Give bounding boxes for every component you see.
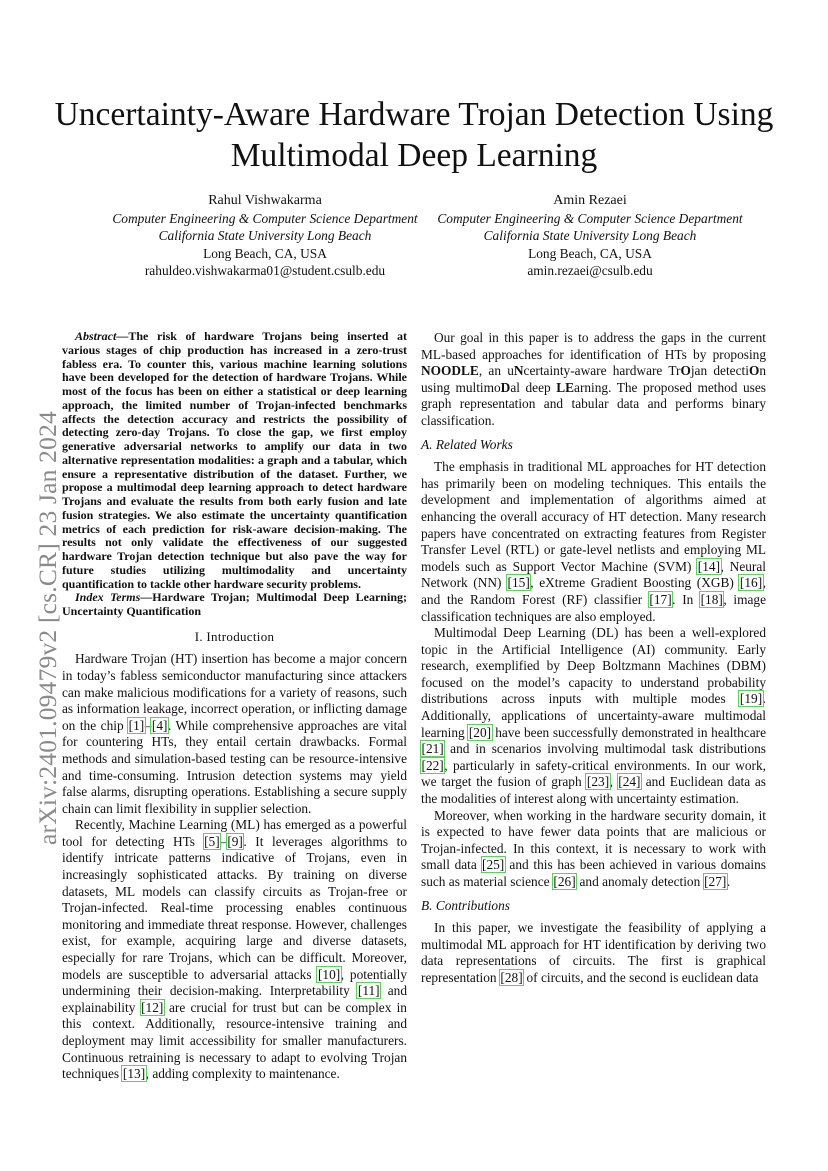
author-email[interactable]: amin.rezaei@csulb.edu <box>527 263 653 278</box>
intro-paragraph-3: Our goal in this paper is to address the gaps in the current ML-based approaches for identification of HTs by proposing NOODLE, an uNcertainty-aware hardware TrOjan detectiOn using multimoDal deep LEarning. The proposed method uses graph representation and tabular data and performs binary classification. <box>421 330 766 428</box>
citation-link[interactable]: [14] <box>697 558 721 574</box>
author-block-2 <box>410 192 770 280</box>
index-terms <box>62 591 407 619</box>
citation-link[interactable]: [28] <box>500 969 523 985</box>
contributions-paragraph-1: In this paper, we investigate the feasibility of applying a multimodal ML approach for HT identification by deriving two data representations of circuits. The first is graphical representation [28] of circuits, and the second is euclidean data <box>421 920 766 985</box>
citation-link[interactable]: [1] <box>128 717 145 733</box>
abstract-label: Abstract <box>75 329 117 343</box>
subsection-heading-contributions: B. Contributions <box>421 897 510 913</box>
author-location: Long Beach, CA, USA <box>528 245 652 261</box>
citation-link[interactable]: [9] <box>227 833 243 849</box>
citation-link[interactable]: [21] <box>421 741 444 757</box>
author-department: Computer Engineering & Computer Science Department <box>112 210 418 226</box>
abstract-text: —The risk of hardware Trojans being inserted at various stages of chip production has increased in a zero-trust fabless era. To counter this, various machine learning solutions have been developed for the detection of hardware Trojans. While most of the focus has been on either a statistical or deep learning approach, the limited number of Trojan-infected benchmarks affects the detection accuracy and restricts the possibility of detecting zero-day Trojans. To close the gap, we first employ generative adversarial networks to amplify our data in two alternative representation modalities: a graph and a tabular, which ensure a representative distribution of the dataset. Further, we propose a multimodal deep learning approach to detect hardware Trojans and evaluate the results from both early fusion and late fusion strategies. We also estimate the uncertainty quantification metrics of each prediction for risk-aware decision-making. The results not only validate the effectiveness of our suggested hardware Trojan detection technique but also pave the way for future studies utilizing multimodality and uncertainty quantification to tackle other hardware security problems. <box>62 329 407 591</box>
subsection-heading-related-works: A. Related Works <box>421 436 513 452</box>
citation-link[interactable]: [19] <box>739 691 763 707</box>
citation-link[interactable]: [26] <box>553 874 576 889</box>
citation-link[interactable]: [15] <box>507 575 530 591</box>
method-name: NOODLE <box>421 363 479 379</box>
citation-link[interactable]: [22] <box>421 757 444 773</box>
citation-link[interactable]: [4] <box>151 717 168 733</box>
citation-link[interactable]: [20] <box>468 724 492 740</box>
author-university: California State University Long Beach <box>483 228 697 243</box>
citation-link[interactable]: [25] <box>482 857 505 873</box>
author-block-1 <box>85 192 445 280</box>
citation-link[interactable]: [12] <box>141 999 164 1015</box>
related-works-paragraph-2: Multimodal Deep Learning (DL) has been a well-explored topic in the Artificial Intelligence (AI) community. Early research, exemplified by Deep Boltzmann Machines (DBM) focused on the model’s capacity to understand probability distributions across inputs with multiple modes [19]. Additionally, applications of uncertainty-aware multimodal learning [20] have been successfully demonstrated in healthcare [21] and in scenarios involving multimodal task distributions [22], particularly in safety-critical environments. In our work, we target the fusion of graph [23], [24] and Euclidean data as the modalities of interest along with uncertainty estimation. <box>421 625 766 807</box>
citation-link[interactable]: [10] <box>317 966 341 982</box>
citation-link[interactable]: [27] <box>704 874 727 889</box>
author-email[interactable]: rahuldeo.vishwakarma01@student.csulb.edu <box>144 263 386 278</box>
section-heading-introduction: I. Introduction <box>194 628 275 644</box>
right-column <box>421 330 766 987</box>
citation-link[interactable]: [18] <box>700 591 723 607</box>
citation-link[interactable]: [11] <box>357 983 380 999</box>
author-department: Computer Engineering & Computer Science Department <box>437 210 743 226</box>
citation-link[interactable]: [16] <box>739 575 763 591</box>
related-works-paragraph-3: Moreover, when working in the hardware security domain, it is expected to have fewer data points that are malicious or Trojan-infected. In this context, it is necessary to work with small data [25] and this has been achieved in various domains such as material science [26] and anomaly detection [27]. <box>421 807 766 889</box>
related-works-paragraph-1: The emphasis in traditional ML approaches for HT detection has primarily been on modeling techniques. This entails the development and implementation of algorithms aimed at enhancing the overall accuracy of HT detection. Many research papers have concentrated on extracting features from Register Transfer Level (RTL) or gate-level netlists and employing ML models such as Support Vector Machine (SVM) [14], Neural Network (NN) [15], eXtreme Gradient Boosting (XGB) [16], and the Random Forest (RF) classifier [17]. In [18], image classification techniques are also employed. <box>421 459 766 624</box>
author-university: California State University Long Beach <box>158 228 372 243</box>
citation-link[interactable]: [5] <box>204 833 220 849</box>
arxiv-identifier: arXiv:2401.09479v2 [cs.CR] 23 Jan 2024 <box>33 411 62 845</box>
paper-title: Uncertainty-Aware Hardware Trojan Detection Using Multimodal Deep Learning <box>54 96 774 174</box>
abstract <box>62 330 407 591</box>
intro-paragraph-1: Hardware Trojan (HT) insertion has become a major concern in today’s fabless semiconductor manufacturing since attackers can make malicious modifications for a variety of reasons, such as information leakage, incorrect operation, or inflicting damage on the chip [1]–[4]. While comprehensive approaches are vital for countering HTs, they entail certain drawbacks. Formal methods and simulation-based testing can be resource-intensive and time-consuming. Intrusion detection systems may yield false alarms, disrupting operations. Establishing a secure supply chain can limit flexibility in supplier selection. <box>62 651 407 816</box>
intro-paragraph-2: Recently, Machine Learning (ML) has emerged as a powerful tool for detecting HTs [5]–[9]. It leverages algorithms to identify intricate patterns indicative of Trojans, even in increasingly sophisticated attacks. By training on diverse datasets, ML models can classify circuits as Trojan-free or Trojan-infected. Real-time processing enables continuous monitoring and immediate threat response. However, challenges exist, for example, acquiring large and diverse datasets, especially for rare Trojans, which can be difficult. Moreover, models are susceptible to adversarial attacks [10], potentially undermining their decision-making. Interpretability [11] and explainability [12] are crucial for trust but can be complex in this context. Additionally, resource-intensive training and deployment may limit accessibility for smaller manufacturers. Continuous retraining is necessary to adapt to evolving Trojan techniques [13], adding complexity to maintenance. <box>62 817 407 1082</box>
author-name: Amin Rezaei <box>553 193 627 208</box>
author-location: Long Beach, CA, USA <box>203 245 327 261</box>
citation-link[interactable]: [24] <box>618 774 641 790</box>
left-column <box>62 330 407 1083</box>
index-terms-label: Index Terms <box>75 590 141 605</box>
author-name: Rahul Vishwakarma <box>208 193 322 208</box>
citation-link[interactable]: [17] <box>649 591 672 607</box>
index-terms-text: —Hardware Trojan; Multimodal Deep Learning; Uncertainty Quantification <box>62 590 407 618</box>
citation-link[interactable]: [23] <box>586 774 610 790</box>
citation-link[interactable]: [13] <box>122 1066 146 1082</box>
